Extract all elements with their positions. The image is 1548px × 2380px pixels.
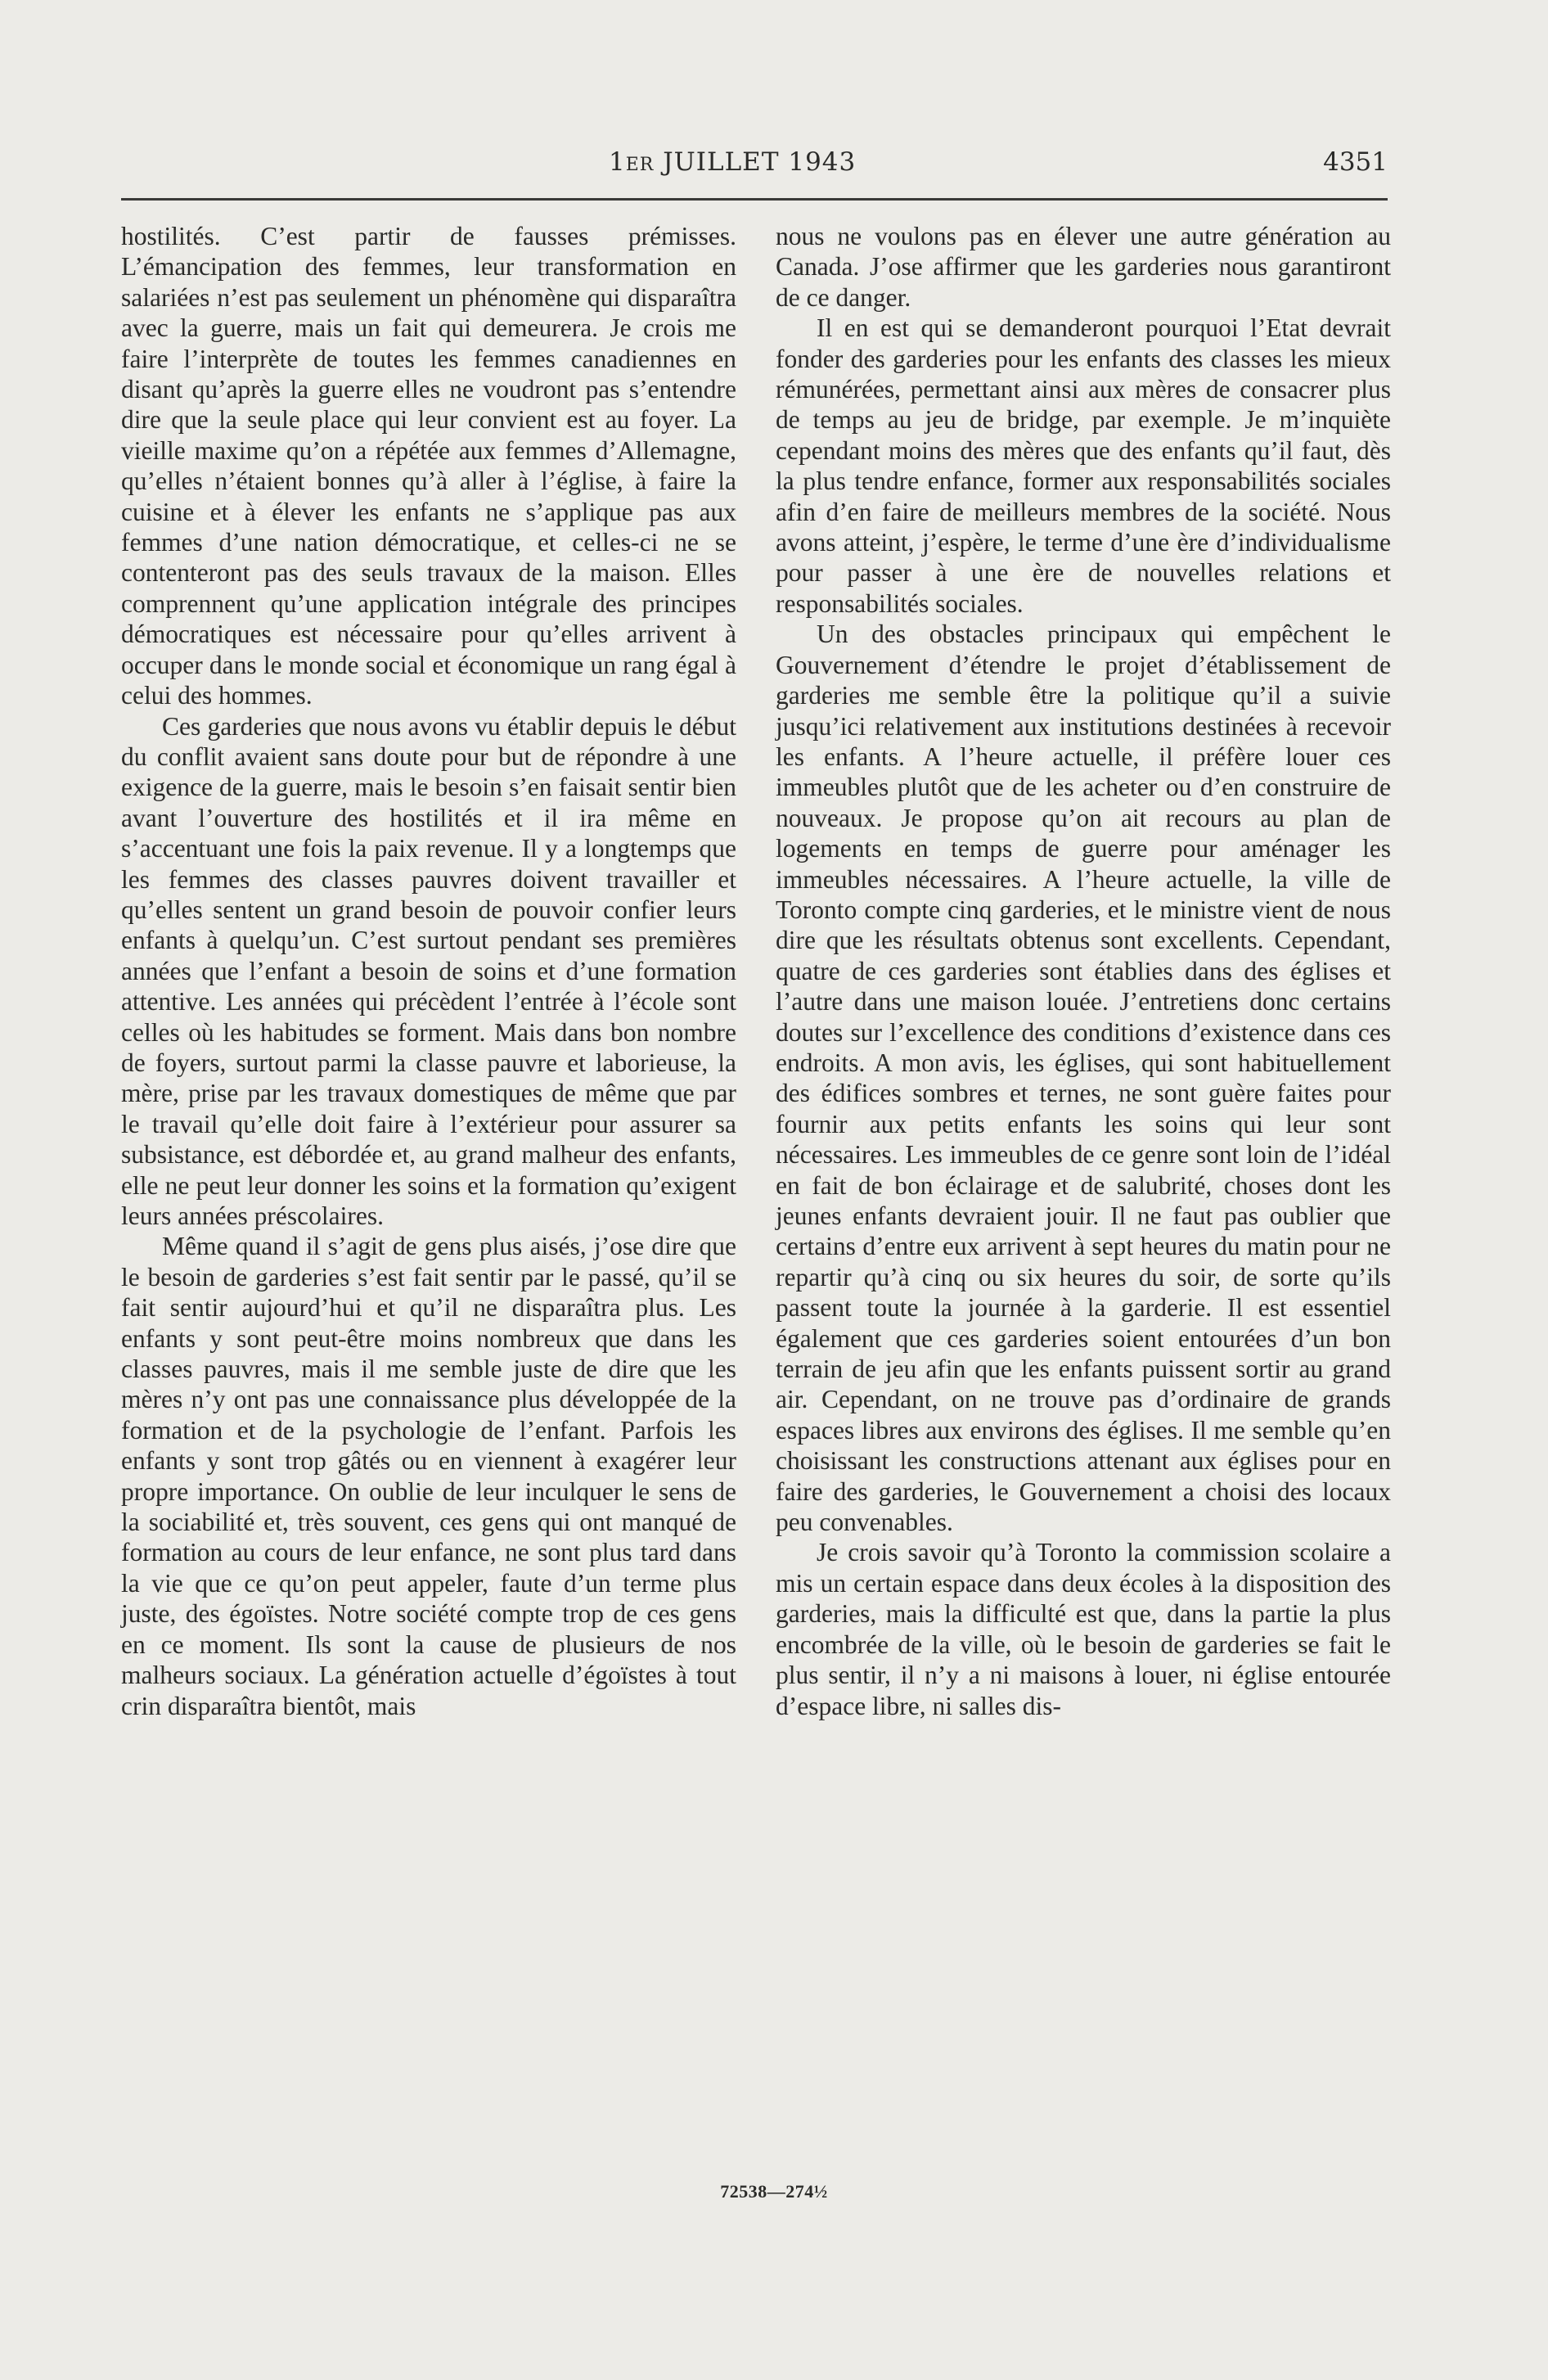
- page-number: 4351: [1323, 147, 1388, 177]
- paragraph: hostilités. C’est partir de fausses prémisses. L’émancipation des femmes, leur transformation en salariées n’est pas seulement un phénomène qui disparaîtra avec la guerre, mais un fait qui demeurera. Je crois me faire l’interprète de toutes les femmes canadiennes en disant qu’après la guerre elles ne voudront pas s’entendre dire que la seule place qui leur convient est au foyer. La vieille maxime qu’on a répétée aux femmes d’Allemagne, qu’elles n’étaient bonnes qu’à aller à l’église, à faire la cuisine et à élever les enfants ne s’applique pas aux femmes d’une nation démocratique, et celles-ci ne se contenteront pas des seuls travaux de la maison. Elles comprennent qu’une application intégrale des principes démocratiques est nécessaire pour qu’elles arrivent à occuper dans le monde social et économique un rang égal à celui des hommes.: [121, 222, 736, 710]
- header-date-day: 1: [609, 147, 626, 177]
- header-rule: [121, 198, 1388, 201]
- left-column: [121, 221, 736, 2202]
- header-date-month-year: JUILLET 1943: [654, 147, 857, 177]
- page-header: [121, 141, 1388, 190]
- paragraph: Je crois savoir qu’à Toronto la commission scolaire a mis un certain espace dans deux écoles à la disposition des garderies, mais la difficulté est que, dans la partie la plus encombrée de la ville, où le besoin de garderies se fait le plus sentir, il n’y a ni maisons à louer, ni église entourée d’espace libre, ni salles dis-: [776, 1538, 1391, 1720]
- header-date-suffix: ER: [625, 155, 655, 175]
- paragraph: Il en est qui se demanderont pourquoi l’Etat devrait fonder des garderies pour les enfants des classes les mieux rémunérées, permettant ainsi aux mères de consacrer plus de temps au jeu de bridge, par exemple. Je m’inquiète cependant moins des mères que des enfants qu’il faut, dès la plus tendre enfance, former aux responsabilités sociales afin d’en faire de meilleurs membres de la société. Nous avons atteint, j’espère, le terme d’une ère d’individualisme pour passer à une ère de nouvelles relations et responsabilités sociales.: [776, 313, 1391, 618]
- header-date: [609, 147, 856, 177]
- paragraph: Ces garderies que nous avons vu établir depuis le début du conflit avaient sans doute pour but de répondre à une exigence de la guerre, mais le besoin s’en faisait sentir bien avant l’ouverture des hostilités et il ira même en s’accentuant une fois la paix revenue. Il y a longtemps que les femmes des classes pauvres doivent travailler et qu’elles sentent un grand besoin de pouvoir confier leurs enfants à quelqu’un. C’est surtout pendant ses premières années que l’enfant a besoin de soins et d’une formation attentive. Les années qui précèdent l’entrée à l’école sont celles où les habitudes se forment. Mais dans bon nombre de foyers, surtout parmi la classe pauvre et laborieuse, la mère, prise par les travaux domestiques de même que par le travail qu’elle doit faire à l’extérieur pour assurer sa subsistance, est débordée et, au grand malheur des enfants, elle ne peut leur donner les soins et la formation qu’exigent leurs années préscolaires.: [121, 711, 736, 1230]
- paragraph: nous ne voulons pas en élever une autre génération au Canada. J’ose affirmer que les garderies nous garantiront de ce danger.: [776, 222, 1391, 312]
- printer-signature: 72538—274½: [720, 2181, 828, 2202]
- paragraph: Même quand il s’agit de gens plus aisés, j’ose dire que le besoin de garderies s’est fait sentir par le passé, qu’il se fait sentir aujourd’hui et qu’il ne disparaîtra plus. Les enfants y sont peut-être moins nombreux que dans les classes pauvres, mais il me semble juste de dire que les mères n’y ont pas une connaissance plus développée de la formation et de la psychologie de l’enfant. Parfois les enfants y sont trop gâtés ou en viennent à exagérer leur propre importance. On oublie de leur inculquer le sens de la sociabilité et, très souvent, ces gens qui ont manqué de formation au cours de leur enfance, ne sont plus tard dans la vie que ce qu’on peut appeler, faute d’un terme plus juste, des égoïstes. Notre société compte trop de ces gens en ce moment. Ils sont la cause de plusieurs de nos malheurs sociaux. La génération actuelle d’égoïstes à tout crin disparaîtra bientôt, mais: [121, 1232, 736, 1720]
- right-column: [776, 221, 1391, 2202]
- paragraph: Un des obstacles principaux qui empêchent le Gouvernement d’étendre le projet d’établissement de garderies me semble être la politique qu’il a suivie jusqu’ici relativement aux institutions destinées à recevoir les enfants. A l’heure actuelle, il préfère louer ces immeubles plutôt que de les acheter ou d’en construire de nouveaux. Je propose qu’on ait recours au plan de logements en temps de guerre pour aménager les immeubles nécessaires. A l’heure actuelle, la ville de Toronto compte cinq garderies, et le ministre vient de nous dire que les résultats obtenus sont excellents. Cependant, quatre de ces garderies sont établies dans des églises et l’autre dans une maison louée. J’entretiens donc certains doutes sur l’excellence des conditions d’existence dans ces endroits. A mon avis, les églises, qui sont habituellement des édifices sombres et ternes, ne sont guère faites pour fournir aux petits enfants les soins qui leur sont nécessaires. Les immeubles de ce genre sont loin de l’idéal en fait de bon éclairage et de salubrité, choses dont les jeunes enfants devraient jouir. Il ne faut pas oublier que certains d’entre eux arrivent à sept heures du matin pour ne repartir qu’à cinq ou six heures du soir, de sorte qu’ils passent toute la journée à la garderie. Il est essentiel également que ces garderies soient entourées d’un bon terrain de jeu afin que les enfants puissent sortir au grand air. Cependant, on ne trouve pas d’ordinaire de grands espaces libres aux environs des églises. Il me semble qu’en choisissant les constructions attenant aux églises pour en faire des garderies, le Gouvernement a choisi des locaux peu convenables.: [776, 620, 1391, 1537]
